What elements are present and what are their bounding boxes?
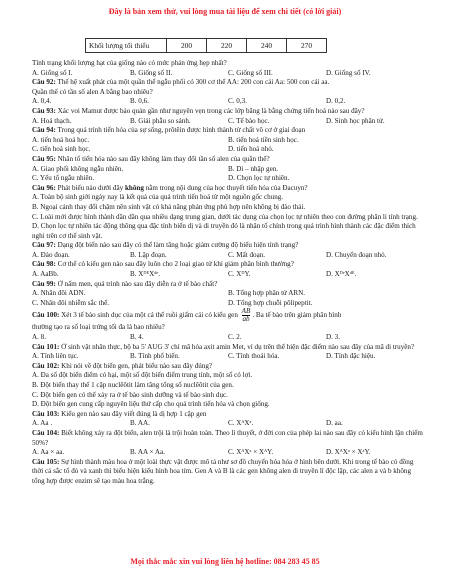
option-d: D. Đột biến gen cung cấp nguyên liệu thứ cấp cho quá trình tiến hóa và chọn giống. — [32, 400, 270, 409]
option-d: D. Chọn lọc tự nhiên tác động thông qua đặc tính biến dị và di truyền đó là nhân tố chính trong quá trình hình thành các đặc điểm thích nghi trên cơ thể sinh vật. — [32, 222, 416, 240]
question-94: Câu 94: Trong quá trình tiến hóa của sự sống, prôtêin được hình thành từ chất vô cơ ở giai đoạn — [32, 126, 306, 135]
question-104: Câu 104: Biết không xảy ra đột biến, alen trội là trội hoàn toàn. Theo lí thuyết, ở đời con của phép lai nào sau đây có kiểu hình lặn chiếm 50%? — [32, 428, 423, 447]
answer-row: A. Aa . B. AA. C. XᴬXᵃ. D. aa. — [32, 419, 343, 428]
question-text: Quần thể có tần số alen A bằng bao nhiêu? — [32, 87, 153, 96]
option-d: D. Giống số IV. — [326, 68, 371, 77]
table-cell: 240 — [247, 39, 287, 53]
answer-row — [32, 69, 424, 79]
answer-row: A. tiến hoá hoá học. B. tiến hoá tiền sinh học. — [32, 135, 299, 144]
preview-banner: Đây là bản xem thử, vui lòng mua tài liệu để xem chi tiết (có lời giải) — [108, 7, 342, 16]
answer-row: A. 0,4. B. 0,6. C. 0,3. D. 0,2. — [32, 97, 346, 106]
question-102: Câu 102: Khi nói về đột biến gen, phát biểu nào sau đây đúng? — [32, 361, 213, 370]
answer-row: C. Nhân đôi nhiễm sắc thể. D. Tổng hợp chuỗi pôlipeptit. — [32, 298, 313, 307]
option-c: C. Loài mới được hình thành dần dần qua nhiều dạng trung gian, dưới tác dụng của chọn lọc tự nhiên theo con đường phân li tính trạng. — [32, 212, 418, 221]
option-c: C. Đột biến gen có thể xảy ra ở tế bào sinh dưỡng và tế bào sinh dục. — [32, 390, 228, 399]
question-text: thường tạo ra số loại trứng tối đa là bao nhiêu? — [32, 323, 165, 332]
answer-row: A. Giao phối không ngẫu nhiên. B. Di – nhập gen. — [32, 164, 279, 173]
answer-row: A. Tính liên tục. B. Tính phổ biến. C. Tính thoái hóa. D. Tính đặc hiệu. — [32, 352, 376, 361]
answer-row: A. Đảo đoạn. B. Lặp đoạn. C. Mất đoạn. D. Chuyển đoạn nhỏ. — [32, 250, 387, 259]
question-text: Tính trạng khối lượng hạt của giống nào có mức phản ứng hẹp nhất? — [32, 59, 227, 67]
question-105: Câu 105: Sự hình thành màu hoa ở một loài thực vật được mô tả như sơ đồ chuyển hóa hóa ở hình bên dưới. Khi trong tế bào có đồng thời cả sắc tố đỏ và xanh thì biểu hiện kiểu hình hoa tím. Gen A và B là các gen không alen di truyền lí độc lập, các alen a và b không tổng hợp được enzim sẽ tạo màu hoa trắng. — [32, 457, 414, 485]
option-b: B. Ngoại cảnh thay đổi chậm nên sinh vật có khả năng phản ứng phù hợp nên không bị đào thải. — [32, 202, 306, 211]
option-a: A. Đa số đột biến điểm có hại, một số đột biến điểm trung tính, một số có lợi. — [32, 371, 253, 380]
question-93: Câu 93: Xác voi Mamut được bảo quản gần như nguyên vẹn trong các lớp băng là bằng chứng tiến hoá nào sau đây? — [32, 106, 365, 115]
weight-table — [85, 38, 327, 53]
question-body — [32, 59, 424, 487]
answer-row: A. Hoá thạch. B. Giải phẫu so sánh. C. Tế bào học. D. Sinh học phân tử. — [32, 116, 385, 125]
question-101: Câu 101: Ở sinh vật nhân thực, bộ ba 5' AUG 3' chỉ mã hóa axit amin Met, ví dụ trên thể hiện đặc điểm nào sau đây của mã di truyền? — [32, 342, 415, 351]
table-cell: 200 — [167, 39, 207, 53]
question-100: Câu 100: Xét 3 tế bào sinh dục của một cá thể ruồi giấm cái có kiểu gen $\frac{AB}{ab}$ . Ba tế bào trên giảm phân bình — [32, 308, 342, 324]
answer-row: A. AaBb. B. XᴰᴱXᵈᵉ. C. XᴰY. D. XᴰᵉXᵈᴱ. — [32, 270, 357, 279]
table-cell: 270 — [287, 39, 327, 53]
option-c: C. Giống số III. — [228, 68, 273, 77]
option-b: B. Đột biến thay thế 1 cặp nuclêôtit làm tăng tổng số nuclêôtit của gen. — [32, 381, 234, 389]
option-a: A. Toàn bộ sinh giới ngày nay là kết quả của quá trình tiến hoá từ một nguồn gốc chung. — [32, 193, 284, 202]
question-95: Câu 95: Nhân tố tiến hóa nào sau đây không làm thay đổi tần số alen của quần thể? — [32, 154, 270, 163]
option-a: A. Giống số I. — [32, 68, 73, 77]
question-98: Câu 98: Cơ thể có kiểu gen nào sau đây luôn cho 2 loại giao tử khi giảm phân bình thường? — [32, 260, 294, 269]
hotline-banner: Mọi thắc mắc xin vui lòng liên hệ hotline: 084 283 45 85 — [130, 557, 320, 566]
question-92: Câu 92: Thế hệ xuất phát của một quần thể ngẫu phối có 300 cơ thể AA: 200 con cái Aa: 500 con cái aa. — [32, 78, 330, 87]
question-96: Câu 96: Phát biểu nào dưới đây không nằm trong nội dung của học thuyết tiến hóa của Đacuyn? — [32, 183, 308, 192]
answer-row: A. Aa × aa. B. AA × Aa. C. XᴬXᵃ × XᴬY. D. XᴬXᵃ × XᵃY. — [32, 448, 371, 457]
genotype-fraction: $\frac{AB}{ab}$ — [241, 308, 251, 324]
table-header-cell: Khối lượng tối thiểu — [86, 39, 167, 53]
answer-row: A. 8. B. 4. C. 2. D. 3. — [32, 333, 340, 342]
answer-row: A. Nhân đôi ADN. B. Tổng hợp phân tử ARN. — [32, 289, 306, 298]
option-b: B. Giống số II. — [130, 68, 173, 77]
table-cell: 220 — [207, 39, 247, 53]
answer-row: C. Yếu tố ngẫu nhiên. D. Chọn lọc tự nhiên. — [32, 174, 290, 183]
answer-row: C. tiến hoá sinh học. D. tiến hoá nhỏ. — [32, 145, 274, 154]
question-97: Câu 97: Dạng đột biến nào sau đây có thể làm tăng hoặc giảm cường độ biểu hiện tính trạng? — [32, 241, 299, 250]
question-103: Câu 103: Kiểu gen nào sau đây viết đúng là dị hợp 1 cặp gen — [32, 409, 207, 418]
question-99: Câu 99: Ở nấm men, quá trình nào sau đây diễn ra ở tế bào chất? — [32, 279, 218, 288]
